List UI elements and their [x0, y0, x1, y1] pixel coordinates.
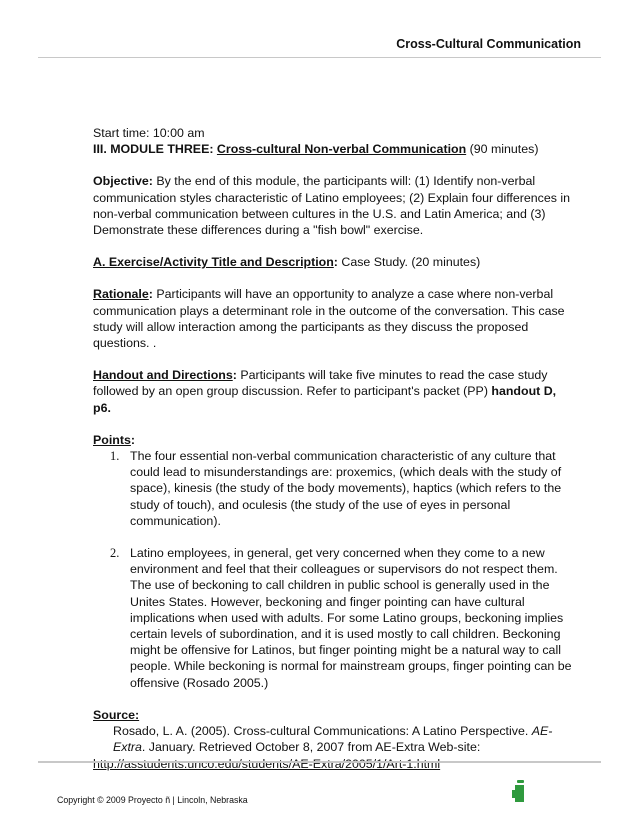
- points-colon: :: [130, 432, 136, 447]
- footer-rule: [38, 761, 601, 763]
- point-text: Latino employees, in general, get very concerned when they come to a new environment and feel that their colleagues or supervisors do not respect them. The use of beckoning to call children in public school is generally used in the Unites States. However, beckoning and finger pointing can have cultural implications when used with adults. For some Latino groups, beckoning implies certain levels of subordination, and it is used mostly to call children. Beckoning might be offensive for Latinos, but finger pointing might be a natural way to call people. While beckoning is normal for mainstream groups, finger pointing can be offensive (Rosado 2005.): [130, 546, 572, 690]
- point-number: 2.: [110, 546, 120, 561]
- source-citation: [93, 723, 575, 755]
- handout-text: Participants will take five minutes to read the case study followed by an open group discussion. Refer to participant's packet (PP): [93, 368, 548, 399]
- exercise-text: Case Study. (20 minutes): [337, 255, 481, 270]
- source-heading: [93, 707, 575, 723]
- footer-copyright: Copyright © 2009 Proyecto ñ | Lincoln, Nebraska: [57, 795, 248, 805]
- point-item-1: [93, 448, 575, 529]
- rationale-label: Rationale: [93, 287, 149, 302]
- rationale-paragraph: [93, 286, 575, 351]
- citation-retrieved: . January. Retrieved October 8, 2007 from AE-Extra Web-site:: [141, 740, 481, 755]
- source-label: Source:: [93, 707, 140, 722]
- objective-paragraph: [93, 173, 575, 238]
- module-heading-prefix: III. MODULE THREE:: [93, 142, 217, 157]
- citation-journal: AE-Extra: [113, 724, 553, 755]
- proyecto-logo-icon: [511, 780, 529, 802]
- module-heading: [93, 141, 575, 157]
- exercise-label: A. Exercise/Activity Title and Description: [93, 255, 334, 270]
- rationale-text: Participants will have an opportunity to analyze a case where non-verbal communication plays a determinant role in the outcome of the conversation. This case study will allow interaction among the participants as they discuss the proposed questions. .: [93, 287, 565, 351]
- point-number: 1.: [110, 449, 120, 464]
- point-item-2: [93, 545, 575, 691]
- handout-paragraph: [93, 367, 575, 416]
- rationale-colon: :: [148, 287, 153, 302]
- running-header-title: Cross-Cultural Communication: [396, 37, 581, 51]
- source-url-link[interactable]: http://asstudents.unco.edu/students/AE-Extra/2005/1/Art-1.html: [93, 756, 441, 771]
- module-body: [93, 125, 575, 772]
- citation-text: Rosado, L. A. (2005). Cross-cultural Communications: A Latino Perspective.: [113, 724, 532, 739]
- points-label: Points: [93, 432, 131, 447]
- objective-label: Objective:: [93, 174, 153, 189]
- handout-label: Handout and Directions: [93, 368, 233, 383]
- header-rule: [38, 57, 601, 58]
- start-time: Start time: 10:00 am: [93, 126, 205, 140]
- point-text: The four essential non-verbal communication characteristic of any culture that could lead to misunderstandings are: proxemics, (which deals with the study of space), kinesis (the study of the body movements), haptics (which refers to the study of touch), and oculesis (the study of the use of eyes in personal communication).: [130, 449, 562, 528]
- handout-colon: :: [232, 368, 237, 383]
- points-list: [93, 448, 575, 691]
- objective-text: By the end of this module, the participants will: (1) Identify non-verbal communication styles characteristic of Latino employees; (2) Explain four differences in non-verbal communication between cultures in the U.S. and Latin America; and (3) Demonstrate these differences during a "fish bowl" exercise.: [93, 174, 571, 238]
- exercise-paragraph: [93, 254, 575, 270]
- points-heading: [93, 432, 575, 448]
- module-heading-title: Cross-cultural Non-verbal Communication: [216, 142, 467, 157]
- exercise-colon: :: [333, 255, 338, 270]
- module-heading-duration: (90 minutes): [466, 142, 539, 157]
- handout-reference: handout D, p6.: [93, 384, 557, 415]
